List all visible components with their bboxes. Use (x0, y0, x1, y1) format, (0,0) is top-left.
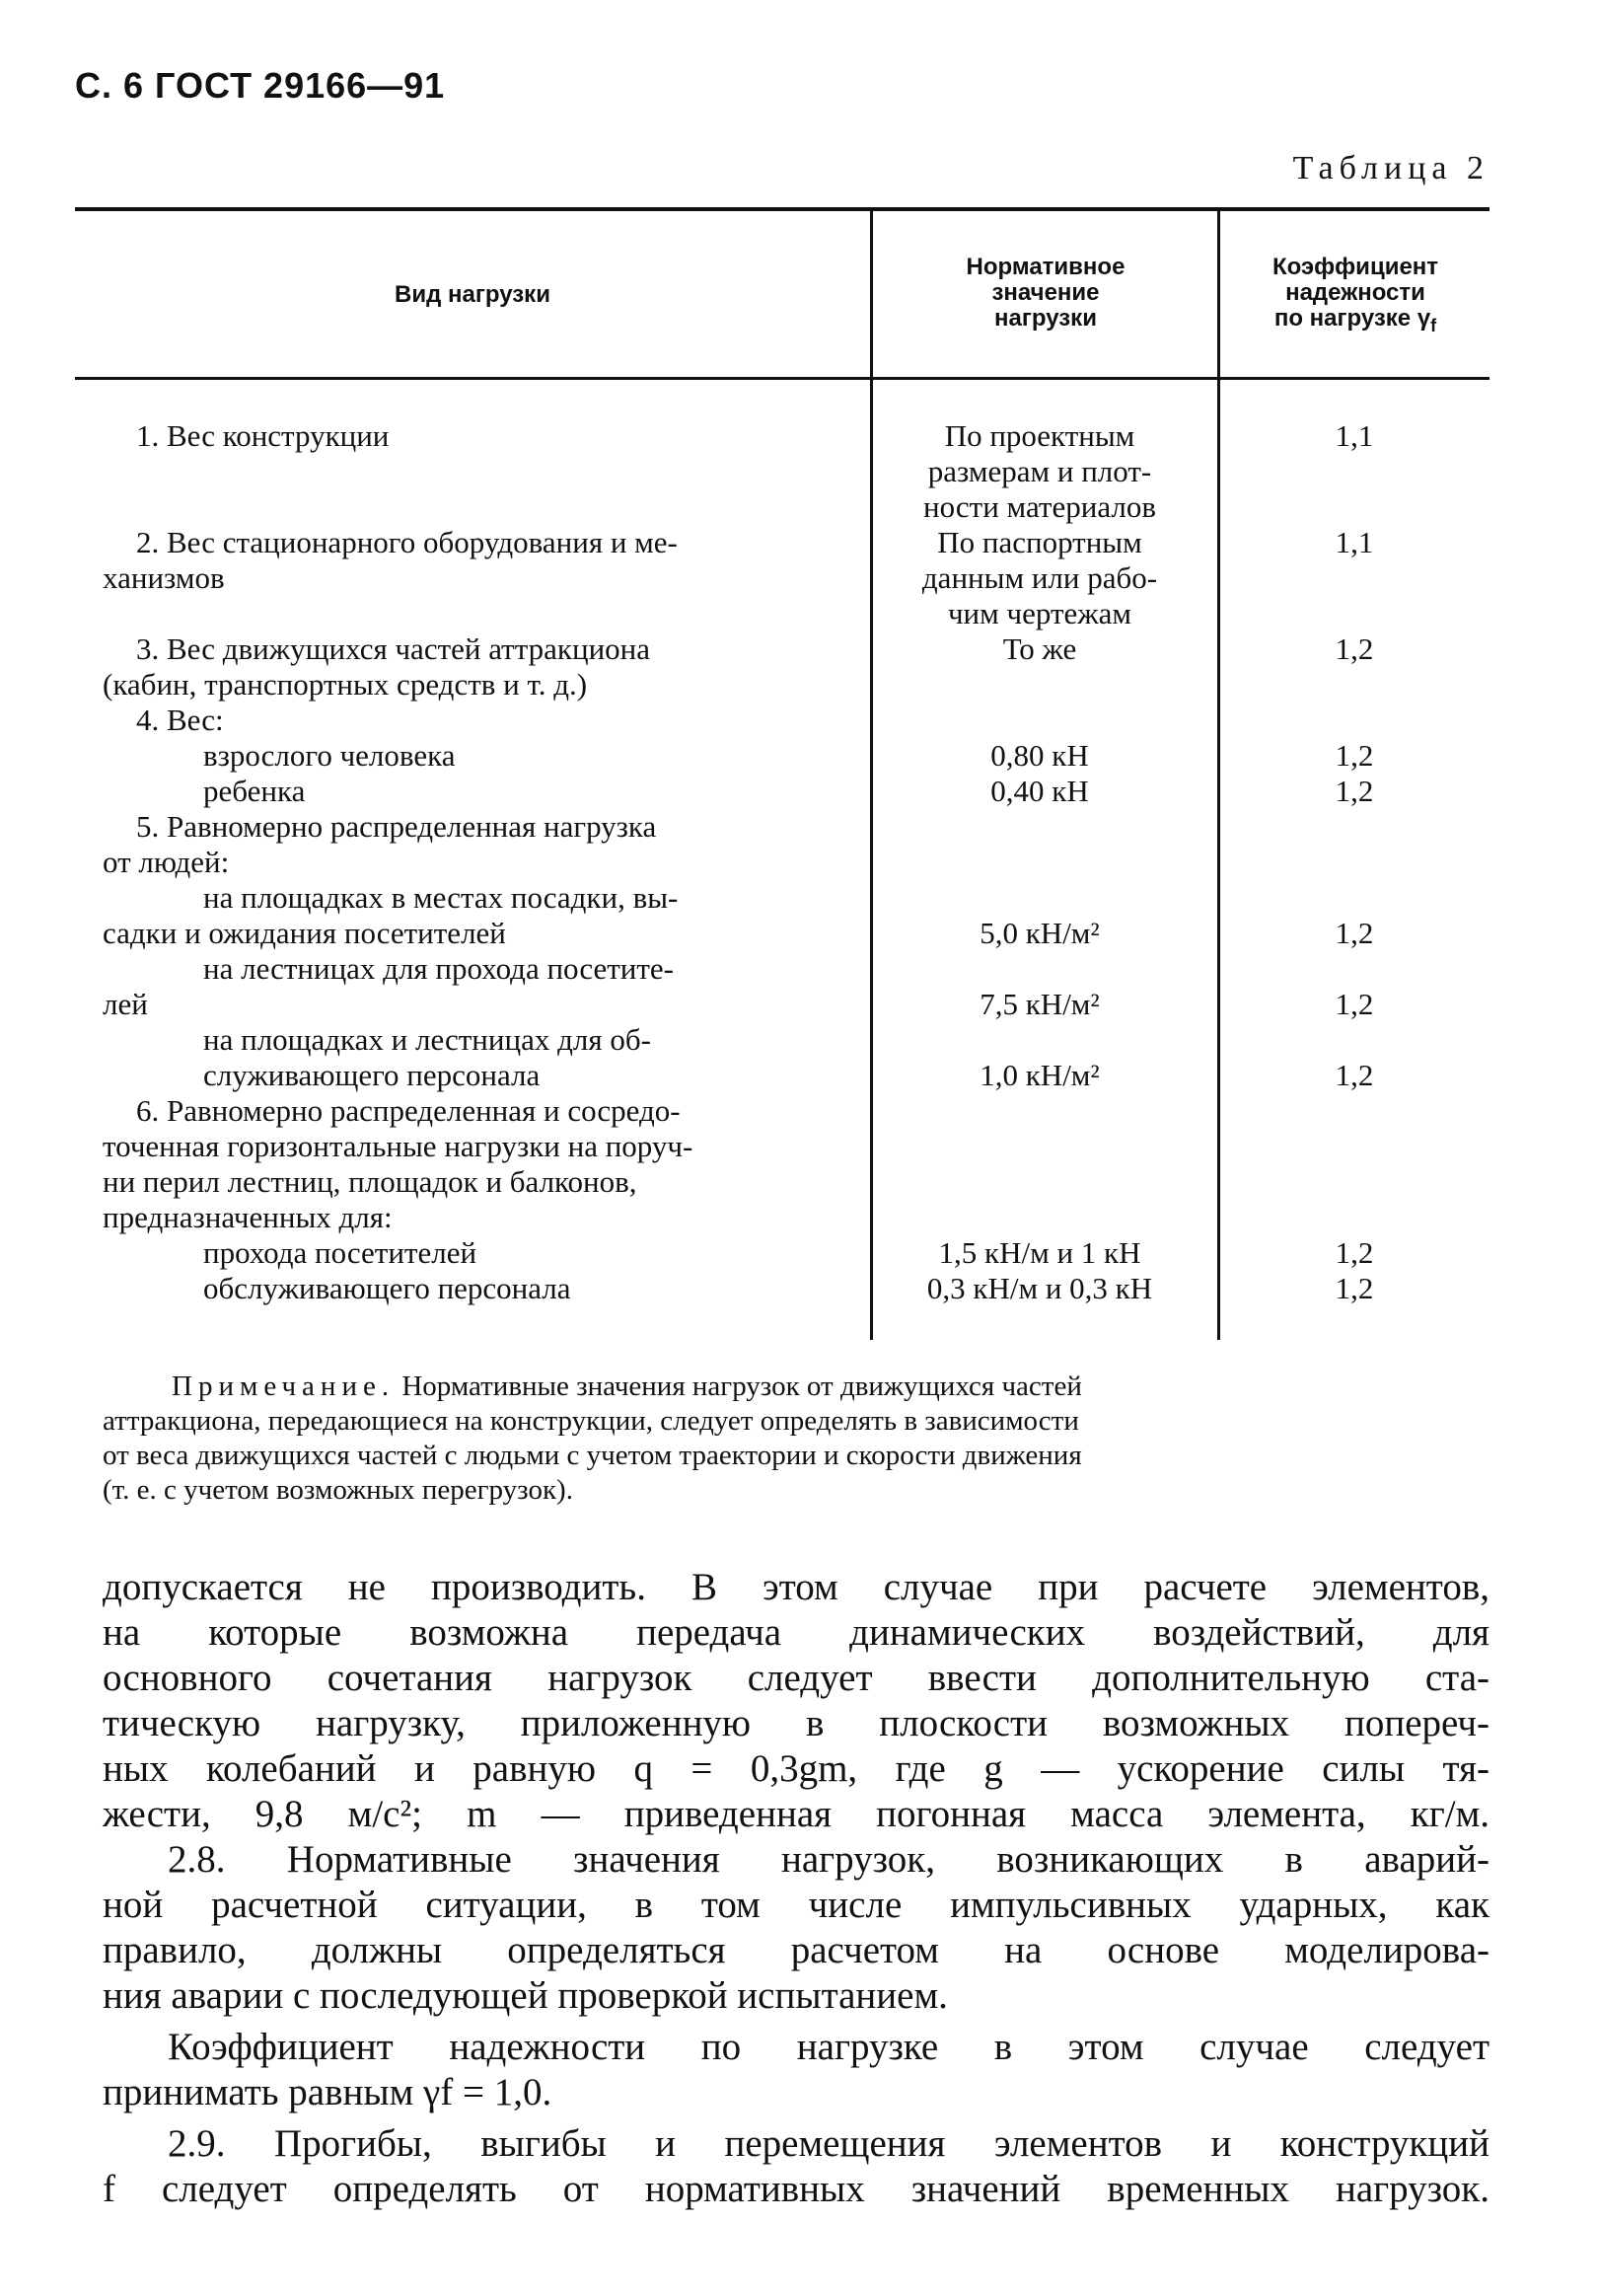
body-paragraph-2-9: 2.9. Прогибы, выгибы и перемещения элементов и конструкций f следует определять от нормативных значений временных нагрузок. (103, 2122, 1489, 2210)
table-row-5c-value: 1,0 кН/м² (980, 1058, 1100, 1092)
table-row-6-load: 6. Равномерно распределенная и сосредо- точенная горизонтальные нагрузки на поруч- ни перил лестниц, площадок и балконов, предназначенных для: (103, 1093, 693, 1234)
table-row-5a-load: на площадках в местах посадки, вы- садки и ожидания посетителей (103, 880, 679, 950)
table-row-1-load: 1. Вес конструкции (136, 418, 390, 453)
table-row-3-coef: 1,2 (1335, 631, 1374, 666)
table-row-6b-load: обслуживающего персонала (203, 1271, 571, 1305)
table-row-4b-load: ребенка (203, 774, 306, 808)
table-row-4-load: 4. Вес: (136, 703, 224, 737)
table-row-2-load: 2. Вес стационарного оборудования и ме- ханизмов (103, 525, 678, 595)
body-paragraph-2-8: 2.8. Нормативные значения нагрузок, возникающих в аварий- ной расчетной ситуации, в том числе импульсивных ударных, как правило, должны определяться расчетом на основе моделирова- ния аварии с последующей проверкой испытанием. (103, 1838, 1489, 2017)
table-row-4b-coef: 1,2 (1335, 774, 1374, 808)
table-row-3-load: 3. Вес движущихся частей аттракциона (кабин, транспортных средств и т. д.) (103, 631, 651, 702)
table-header-reliability-coefficient: Коэффициент надежности по нагрузке $\gamma_f$ (1271, 254, 1439, 335)
table-row-6a-coef: 1,2 (1335, 1235, 1374, 1270)
table-row-6b-value: 0,3 кН/м и 0,3 кН (926, 1271, 1153, 1305)
table-row-4b-value: 0,40 кН (990, 774, 1089, 808)
table-caption: Таблица 2 (1292, 150, 1489, 186)
table-header-rule (75, 377, 1489, 380)
table-row-3-value: То же (1002, 631, 1077, 666)
table-row-5a-coef: 1,2 (1335, 916, 1374, 950)
table-row-2-value: По паспортным данным или рабо- чим чертежам (921, 525, 1158, 630)
table-row-6a-value: 1,5 кН/м и 1 кН (938, 1235, 1141, 1270)
table-row-4a-coef: 1,2 (1335, 738, 1374, 773)
table-header-normative-value: Нормативное значение нагрузки (966, 254, 1126, 332)
page-header: С. 6 ГОСТ 29166—91 (75, 65, 446, 106)
body-paragraph-3: Коэффициент надежности по нагрузке в этом случае следует принимать равным γf = 1,0. (103, 2026, 1489, 2113)
table-top-rule (75, 207, 1489, 211)
table-row-4a-load: взрослого человека (203, 738, 456, 773)
table-row-5b-coef: 1,2 (1335, 987, 1374, 1021)
table-note: Примечание. Нормативные значения нагрузок от движущихся частей аттракциона, передающиеся на конструкции, следует определять в зависимости от веса движущихся частей с людьми с учетом траектории и скорости движения (т. е. с учетом возможных перегрузок). (103, 1370, 1082, 1506)
table-row-5b-load: на лестницах для прохода посетите- лей (103, 951, 674, 1021)
table-row-6b-coef: 1,2 (1335, 1271, 1374, 1305)
table-row-5c-load: на площадках и лестницах для об- служивающего персонала (203, 1022, 651, 1092)
table-row-5c-coef: 1,2 (1335, 1058, 1374, 1092)
table-row-5b-value: 7,5 кН/м² (980, 987, 1100, 1021)
table-col-divider-2 (1217, 211, 1220, 1340)
table-row-1-coef: 1,1 (1335, 418, 1374, 453)
table-row-4a-value: 0,80 кН (990, 738, 1089, 773)
table-row-5a-value: 5,0 кН/м² (980, 916, 1100, 950)
body-paragraph-1: допускается не производить. В этом случае при расчете элементов, на которые возможна передача динамических воздействий, для основного сочетания нагрузок следует ввести дополнительную ста- тическую нагрузку, приложенную в плоскости возможных попереч- ных колебаний и равную q = 0,3gm, где g — ускорение силы тя- жести, 9,8 м/с²; m — приведенная погонная масса элемента, кг/м. (103, 1566, 1489, 1835)
note-lead: Примечание. (172, 1370, 396, 1402)
table-row-6a-load: прохода посетителей (203, 1235, 477, 1270)
table-header-load-type: Вид нагрузки (395, 281, 550, 308)
table-row-1-value: По проектным размерам и плот- ности материалов (923, 418, 1156, 524)
table-row-5-load: 5. Равномерно распределенная нагрузка от людей: (103, 809, 657, 879)
table-row-2-coef: 1,1 (1335, 525, 1374, 559)
